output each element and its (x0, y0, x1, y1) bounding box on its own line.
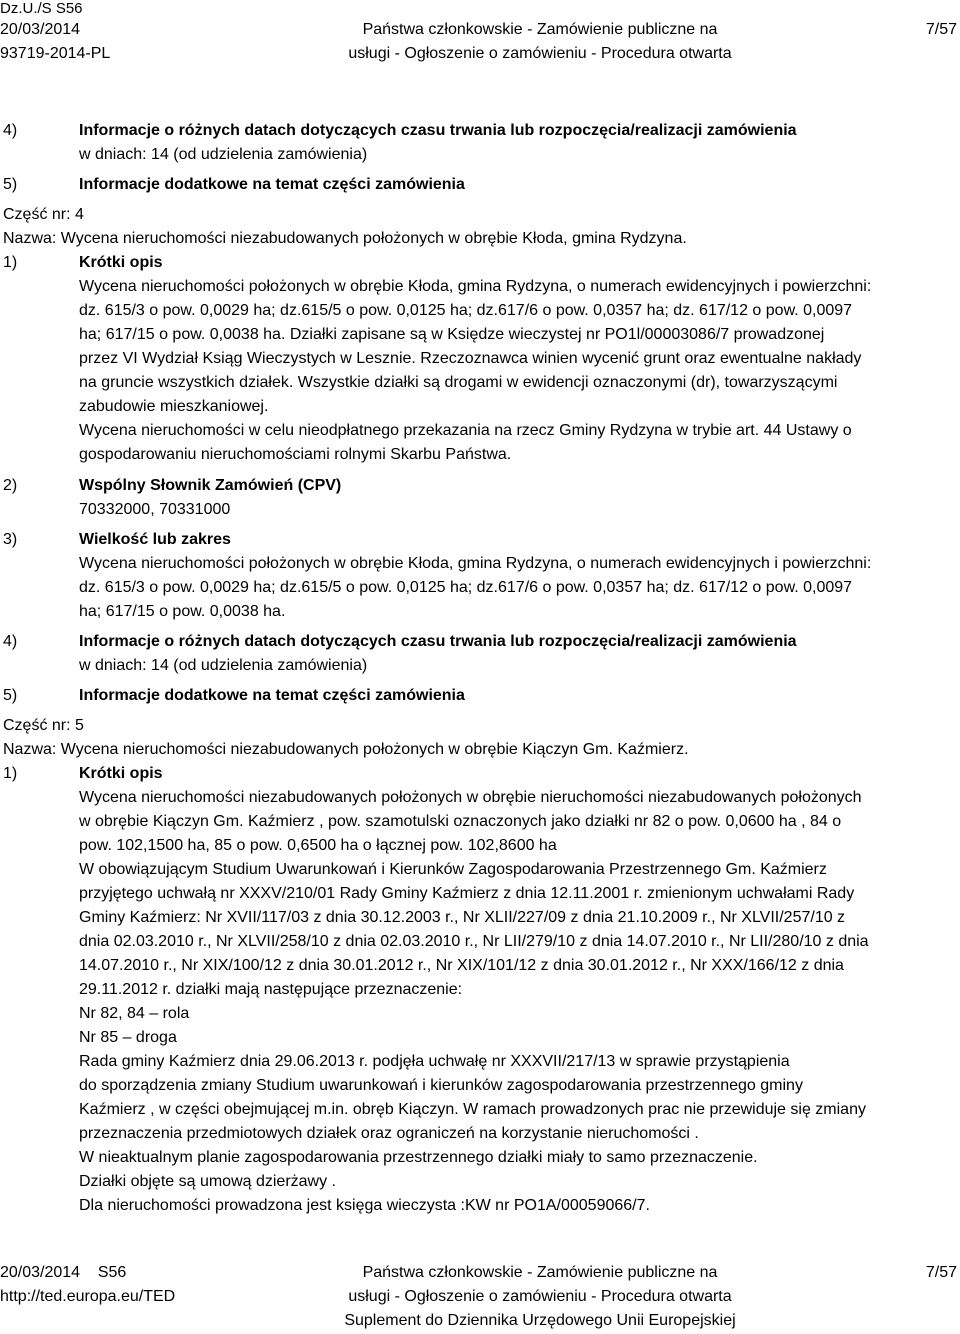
header-title (330, 0, 750, 66)
footer-title-line1: Państwa członkowskie - Zamówienie publiczne na (362, 1264, 718, 1281)
text-line: Nr 82, 84 – rola (79, 1005, 190, 1022)
text-line: 14.07.2010 r., Nr XIX/100/12 z dnia 30.01.2012 r., Nr XIX/101/12 z dnia 30.01.2012 r., Nr XXX/166/12 z dnia (79, 957, 844, 974)
section-title: Informacje dodatkowe na temat części zamówienia (79, 687, 465, 704)
text-line: Kaźmierz , w części obejmującej m.in. obręb Kiączyn. W ramach prowadzonych prac nie przewiduje się zmiany (79, 1101, 866, 1118)
section-title: Wielkość lub zakres (79, 531, 231, 548)
text-line: 29.11.2012 r. działki mają następujące przeznaczenie: (79, 981, 463, 998)
page-number: 7/57 (925, 1264, 957, 1281)
section-2-cpv (0, 474, 960, 498)
text-line: gospodarowaniu nieruchomościami rolnymi Skarbu Państwa. (79, 446, 512, 463)
text-line: dnia 02.03.2010 r., Nr XLVII/258/10 z dnia 02.03.2010 r., Nr LII/279/10 z dnia 14.07.2010 r., Nr LII/280/10 z dnia (79, 933, 869, 950)
part-name: Nazwa: Wycena nieruchomości niezabudowanych położonych w obrębie Kłoda, gmina Rydzyna. (3, 230, 687, 247)
text-line: Wycena nieruchomości położonych w obrębie Kłoda, gmina Rydzyna, o numerach ewidencyjnych i powierzchni: (79, 555, 872, 572)
header-page (926, 0, 957, 42)
notice-number: 93719-2014-PL (0, 45, 111, 62)
text-line: do sporządzenia zmiany Studium uwarunkowań i kierunków zagospodarowania przestrzennego gminy (79, 1077, 803, 1094)
footer-supplement: Suplement do Dziennika Urzędowego Unii Europejskiej (344, 1312, 736, 1329)
text-line: ha; 617/15 o pow. 0,0038 ha. (79, 603, 286, 620)
page-footer (0, 1261, 960, 1333)
footer-left (0, 1261, 175, 1309)
section-text: w dniach: 14 (od udzielenia zamówienia) (79, 657, 368, 674)
text-line: przeznaczenia przedmiotowych działek oraz ograniczeń na korzystanie nieruchomości . (79, 1125, 699, 1142)
section-4-dates (0, 630, 960, 654)
page-number: 7/57 (925, 21, 957, 38)
text-line: Rada gminy Kaźmierz dnia 29.06.2013 r. podjęła uchwałę nr XXXVII/217/13 w sprawie przystąpienia (79, 1053, 790, 1070)
footer-page (926, 1261, 957, 1285)
footer-title (330, 1261, 750, 1333)
footer-title-line2: usługi - Ogłoszenie o zamówieniu - Procedura otwarta (348, 1288, 732, 1305)
text-line: przez VI Wydział Ksiąg Wieczystych w Lesznie. Rzeczoznawca winien wycenić grunt oraz ewentualne nakłady (79, 350, 862, 367)
text-line: Nr 85 – droga (79, 1029, 177, 1046)
section-title: Wspólny Słownik Zamówień (CPV) (79, 477, 342, 494)
part-number: Część nr: 4 (3, 206, 84, 223)
text-line: przyjętego uchwałą nr XXXV/210/01 Rady Gminy Kaźmierz z dnia 12.11.2001 r. zmienionym uchwałami Rady (79, 885, 855, 902)
journal-ref: Dz.U./S S56 (0, 0, 83, 17)
footer-date-issue: 20/03/2014 S56 (0, 1264, 127, 1281)
section-number: 4) (3, 122, 18, 139)
section-title: Krótki opis (79, 254, 163, 271)
ted-link[interactable]: http://ted.europa.eu/TED (0, 1288, 176, 1305)
section-3-scope (0, 528, 960, 552)
section-number: 5) (3, 176, 18, 193)
section-number: 5) (3, 687, 18, 704)
text-line: w obrębie Kiączyn Gm. Kaźmierz , pow. szamotulski oznaczonych jako działki nr 82 o pow. 0,0600 ha , 84 o (79, 813, 842, 830)
text-line: Gminy Kaźmierz: Nr XVII/117/03 z dnia 30.12.2003 r., Nr XLII/227/09 z dnia 21.10.2009 r., Nr XLVII/257/10 z (79, 909, 846, 926)
document-body (0, 119, 960, 1218)
text-line: dz. 615/3 o pow. 0,0029 ha; dz.615/5 o pow. 0,0125 ha; dz.617/6 o pow. 0,0357 ha; dz. 617/12 o pow. 0,0097 (79, 302, 853, 319)
text-line: Wycena nieruchomości w celu nieodpłatnego przekazania na rzecz Gminy Rydzyna w trybie art. 44 Ustawy o (79, 422, 852, 439)
text-line: Wycena nieruchomości niezabudowanych położonych w obrębie nieruchomości niezabudowanych położonych (79, 789, 862, 806)
text-line: ha; 617/15 o pow. 0,0038 ha. Działki zapisane są w Księdze wieczystej nr PO1l/00003086/7 prowadzonej (79, 326, 825, 343)
part-number: Część nr: 5 (3, 717, 84, 734)
section-number: 4) (3, 633, 18, 650)
text-line: dz. 615/3 o pow. 0,0029 ha; dz.615/5 o pow. 0,0125 ha; dz.617/6 o pow. 0,0357 ha; dz. 617/12 o pow. 0,0097 (79, 579, 853, 596)
cpv-codes: 70332000, 70331000 (79, 501, 231, 518)
header-title-line1: Państwa członkowskie - Zamówienie publiczne na (362, 21, 718, 38)
section-1-short-description (0, 762, 960, 786)
section-number: 1) (3, 254, 18, 271)
section-1-short-description (0, 251, 960, 275)
section-title: Informacje o różnych datach dotyczących czasu trwania lub rozpoczęcia/realizacji zamówienia (79, 633, 797, 650)
text-line: Dla nieruchomości prowadzona jest księga wieczysta :KW nr PO1A/00059066/7. (79, 1197, 650, 1214)
text-line: Wycena nieruchomości położonych w obrębie Kłoda, gmina Rydzyna, o numerach ewidencyjnych i powierzchni: (79, 278, 872, 295)
section-number: 3) (3, 531, 18, 548)
text-line: na gruncie wszystkich działek. Wszystkie działki są drogami w ewidencji oznaczonymi (dr), towarzyszącymi (79, 374, 838, 391)
section-title: Krótki opis (79, 765, 163, 782)
part-name: Nazwa: Wycena nieruchomości niezabudowanych położonych w obrębie Kiączyn Gm. Kaźmierz. (3, 741, 689, 758)
section-5-additional-info (0, 173, 960, 197)
page-header (0, 0, 960, 72)
section-5-additional-info (0, 684, 960, 708)
section-title: Informacje o różnych datach dotyczących czasu trwania lub rozpoczęcia/realizacji zamówienia (79, 122, 797, 139)
text-line: pow. 102,1500 ha, 85 o pow. 0,6500 ha o łącznej pow. 102,8600 ha (79, 837, 557, 854)
section-number: 1) (3, 765, 18, 782)
section-text: w dniach: 14 (od udzielenia zamówienia) (79, 146, 368, 163)
publication-date: 20/03/2014 (0, 21, 81, 38)
header-left (0, 0, 110, 66)
text-line: Działki objęte są umową dzierżawy . (79, 1173, 336, 1190)
section-number: 2) (3, 477, 18, 494)
text-line: zabudowie mieszkaniowej. (79, 398, 269, 415)
text-line: W obowiązującym Studium Uwarunkowań i Kierunków Zagospodarowania Przestrzennego Gm. Kaźmierz (79, 861, 827, 878)
section-4-dates (0, 119, 960, 143)
section-title: Informacje dodatkowe na temat części zamówienia (79, 176, 465, 193)
header-title-line2: usługi - Ogłoszenie o zamówieniu - Procedura otwarta (348, 45, 732, 62)
text-line: W nieaktualnym planie zagospodarowania przestrzennego działki miały to samo przeznaczenie. (79, 1149, 758, 1166)
